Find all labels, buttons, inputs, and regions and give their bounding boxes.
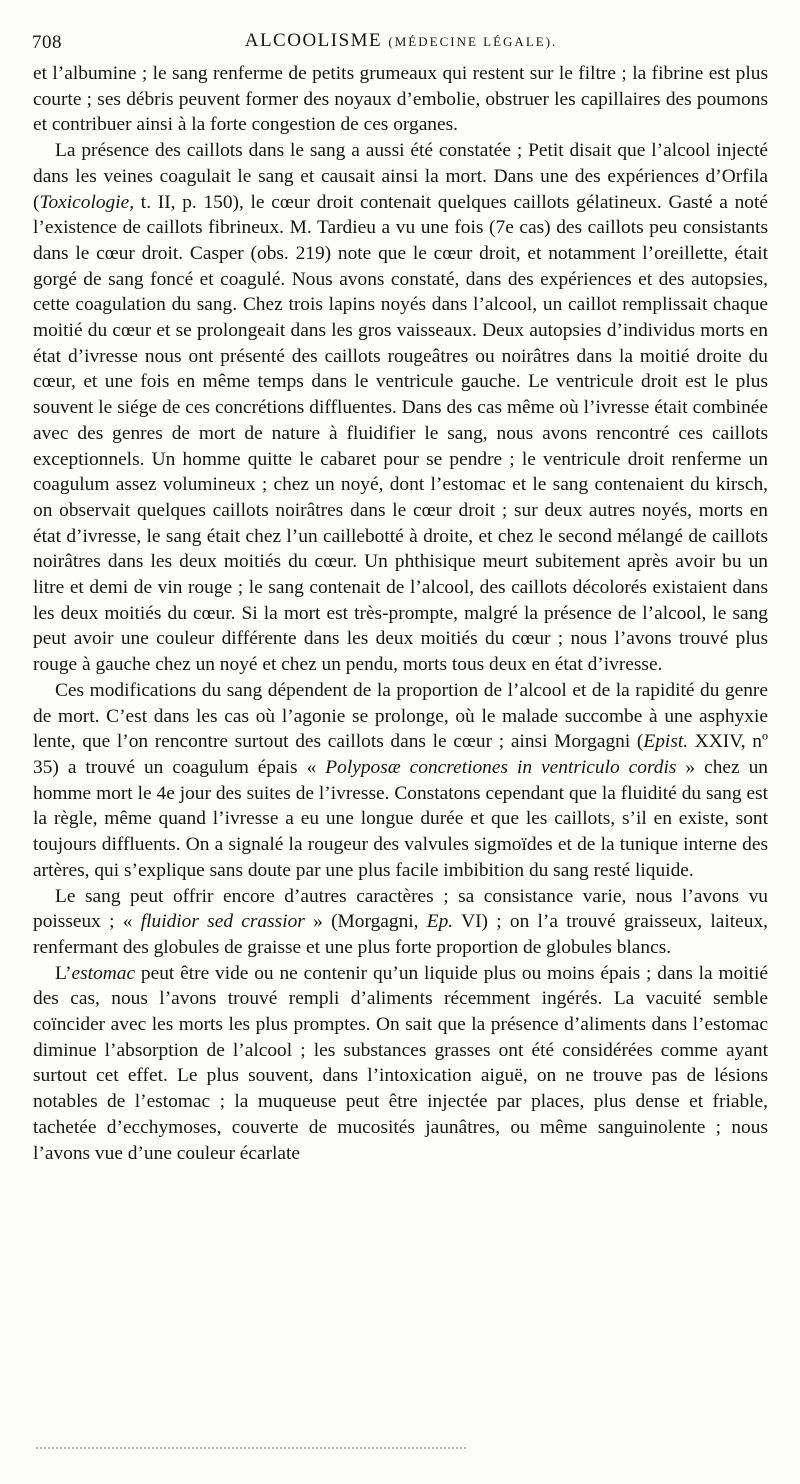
footer-rule: [36, 1447, 466, 1449]
text-segment: et l’albumine ; le sang renferme de petits grumeaux qui restent sur le filtre ; la fibrine est plus courte ; ses débris peuvent former des noyaux d’embolie, obstruer les capillaires des poumons et contribuer ainsi à la forte congestion de ces organes.: [33, 63, 768, 136]
italic-text: Epist.: [643, 731, 689, 753]
running-title-sub: (MÉDECINE LÉGALE).: [388, 34, 558, 49]
paragraph: [33, 61, 768, 138]
italic-text: Toxicologie: [39, 191, 130, 213]
text-segment: , t. II, p. 150), le cœur droit contenait quelques caillots gélatineux. Gasté a noté l’existence de caillots fibrineux. M. Tardieu a vu une fois (7e cas) des caillots peu consistants dans le cœur droit. Casper (obs. 219) note que le cœur droit, et notamment l’oreillette, était gorgé de sang foncé et coagulé. Nous avons constaté, dans des expériences et des autopsies, cette coagulation du sang. Chez trois lapins noyés dans l’alcool, un caillot remplissait chaque moitié du cœur et se prolongeait dans les gros vaisseaux. Deux autopsies d’individus morts en état d’ivresse nous ont présenté des caillots rougeâtres ou noirâtres dans la moitié droite du cœur, et une fois en même temps dans le ventricule gauche. Le ventricule droit est le plus souvent le siége de ces concrétions diffluentes. Dans des cas même où l’ivresse était combinée avec des genres de mort de nature à fluidifier le sang, nous avons rencontré ces caillots exceptionnels. Un homme quitte le cabaret pour se pendre ; le ventricule droit renferme un coagulum assez volumineux ; chez un noyé, dont l’estomac et le sang contenaient du kirsch, on observait quelques caillots noirâtres dans le cœur droit ; sur deux autres noyés, morts en état d’ivresse, le sang était chez l’un caillebotté à droite, et chez le second mélangé de caillots noirâtres dans les deux moitiés du cœur. Un phthisique meurt subitement après avoir bu un litre et demi de vin rouge ; le sang contenait de l’alcool, des caillots décolorés existaient dans les deux moitiés du cœur. Si la mort est très-prompte, malgré la présence de l’alcool, le sang peut avoir une couleur différente dans les deux moitiés du cœur ; nous l’avons trouvé plus rouge à gauche chez un noyé et chez un pendu, morts tous deux en état d’ivresse.: [33, 191, 768, 676]
paragraph: [33, 138, 768, 678]
italic-text: Polyposæ concretiones in ventriculo cordis: [325, 756, 677, 778]
text-segment: Ces modifications du sang dépendent de la proportion de l’alcool et de la rapidité du genre de mort. C’est dans les cas où l’agonie se prolonge, où le malade succombe à une asphyxie lente, que l’on rencontre surtout des caillots dans le cœur ; ainsi Morgagni (: [33, 679, 768, 753]
text-segment: » chez un homme mort le 4e jour des suites de l’ivresse. Constatons cependant que la fluidité du sang est la règle, même quand l’ivresse a eu une longue durée et que les caillots, s’il en existe, sont toujours diffluents. On a signalé la rougeur des valvules sigmoïdes et de la tunique interne des artères, qui s’explique sans doute par une plus facile imbibition du sang resté liquide.: [33, 756, 768, 881]
text-segment: Le sang peut offrir encore d’autres caractères ; sa consistance varie, nous l’avons vu poisseux ; «: [33, 885, 768, 933]
italic-text: estomac: [71, 962, 136, 984]
paragraph: [33, 884, 768, 961]
running-title-main: ALCOOLISME: [244, 30, 383, 51]
page-number: 708: [32, 32, 62, 53]
page-header: [32, 30, 770, 62]
paragraph: [33, 961, 768, 1167]
text-segment: VI) ; on l’a trouvé graisseux, laiteux, renfermant des globules de graisse et une plus forte proportion de globules blancs.: [33, 911, 768, 958]
italic-text: Ep.: [426, 911, 454, 933]
italic-text: fluidior sed crassior: [140, 911, 305, 933]
text-segment: XXIV, nº 35) a trouvé un coagulum épais «: [33, 731, 768, 778]
body-text: [33, 61, 768, 1166]
paragraph: [33, 678, 768, 884]
text-segment: L’: [55, 962, 72, 984]
running-title: [32, 30, 770, 52]
text-segment: La présence des caillots dans le sang a aussi été constatée ; Petit disait que l’alcool injecté dans les veines coagulait le sang et causait ainsi la mort. Dans une des expériences d’Orfila (: [33, 140, 768, 213]
text-segment: peut être vide ou ne contenir qu’un liquide plus ou moins épais ; dans la moitié des cas, nous l’avons trouvé rempli d’aliments récemment ingérés. La vacuité semble coïncider avec les morts les plus promptes. On sait que la présence d’aliments dans l’estomac diminue l’absorption de l’alcool ; les substances grasses ont été considérées comme ayant surtout cet effet. Le plus souvent, dans l’intoxication aiguë, on ne trouve pas de lésions notables de l’estomac ; la muqueuse peut être injectée par places, plus dense et friable, tachetée d’ecchymoses, couverte de mucosités jaunâtres, ou même sanguinolente ; nous l’avons vue d’une couleur écarlate: [33, 962, 768, 1164]
text-segment: » (Morgagni,: [304, 911, 427, 933]
